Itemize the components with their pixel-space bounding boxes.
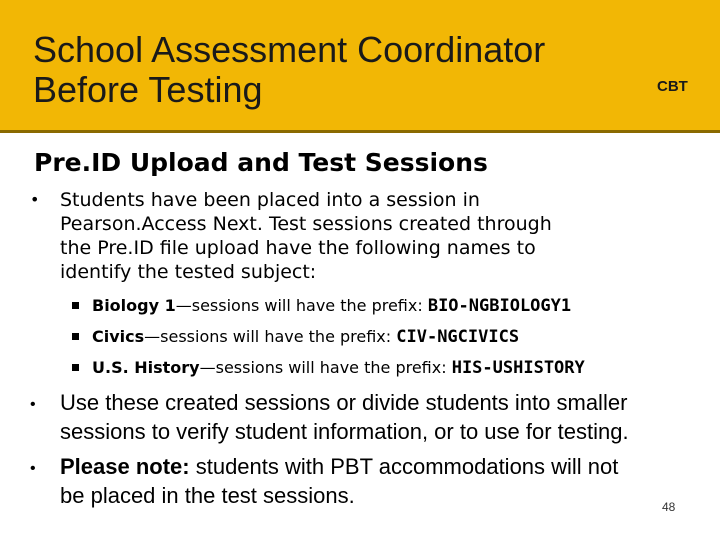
title-line-1: School Assessment Coordinator — [33, 29, 546, 70]
subject-name: U.S. History — [92, 358, 200, 377]
subject-name: Civics — [92, 327, 145, 346]
bullet1-line-4: identify the tested subject: — [60, 261, 317, 283]
bullets-lower — [30, 388, 700, 510]
section-heading: Pre.ID Upload and Test Sessions — [34, 148, 488, 177]
bullet1-line-2: Pearson.Access Next. Test sessions created through — [60, 213, 552, 235]
bullet-please-note — [30, 452, 700, 510]
bullet3-line-2: be placed in the test sessions. — [60, 483, 355, 508]
session-prefix: BIO-NGBIOLOGY1 — [427, 296, 572, 316]
square-bullet-icon — [72, 333, 79, 340]
slide-title — [33, 30, 545, 110]
subject-name: Biology 1 — [92, 296, 176, 315]
bullet2-line-2: sessions to verify student information, or to use for testing. — [60, 419, 629, 444]
subbullet-text: —sessions will have the prefix: — [199, 358, 452, 377]
square-bullet-icon — [72, 364, 79, 371]
bullet-dot-icon: • — [30, 190, 40, 209]
bullet3-line-1: students with PBT accommodations will not — [189, 454, 619, 479]
bullet-use-sessions — [30, 388, 700, 446]
subbullet-text: —sessions will have the prefix: — [175, 296, 428, 315]
bullet-dot-icon: • — [30, 396, 36, 413]
page-number: 48 — [662, 500, 676, 514]
subbullet-text: —sessions will have the prefix: — [144, 327, 397, 346]
title-line-2: Before Testing — [33, 69, 263, 110]
cbt-tag: CBT — [657, 78, 688, 95]
slide-header — [0, 0, 720, 133]
session-prefix: CIV-NGCIVICS — [396, 327, 520, 347]
note-label: Please note: — [60, 454, 190, 479]
bullet-dot-icon: • — [30, 460, 36, 477]
bullet-students-placed — [30, 188, 690, 284]
session-prefix: HIS-USHISTORY — [451, 358, 585, 378]
bullet1-line-3: the Pre.ID file upload have the following names to — [60, 237, 536, 259]
square-bullet-icon — [72, 302, 79, 309]
bullet1-line-1: Students have been placed into a session in — [60, 189, 480, 211]
bullet2-line-1: Use these created sessions or divide students into smaller — [60, 390, 628, 415]
